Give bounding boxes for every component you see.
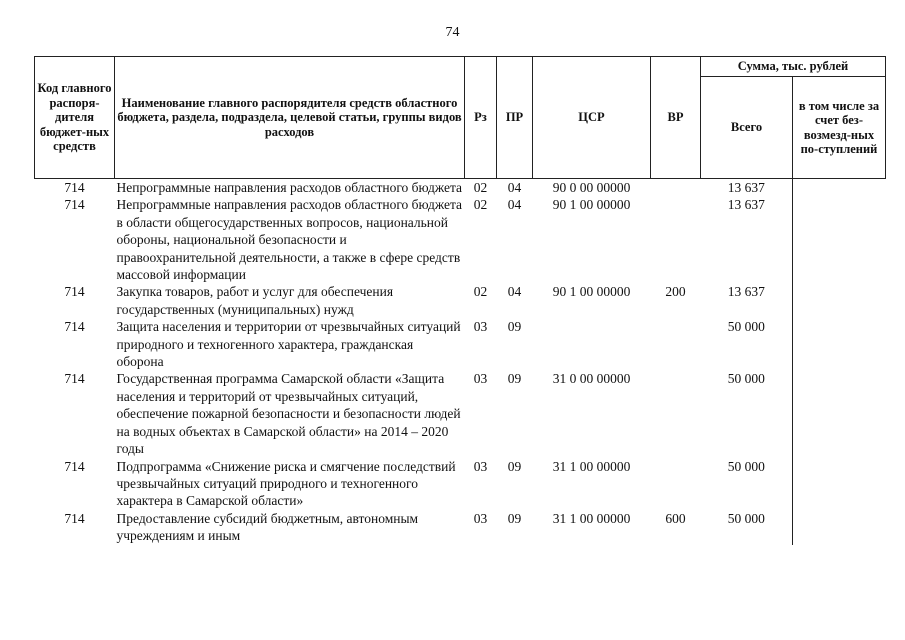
- cell-csr: 90 1 00 00000: [552, 197, 631, 213]
- cell-name: Защита населения и территории от чрезвычайных ситуаций природного и техногенного характера, гражданская оборона: [116, 319, 461, 370]
- cell-vr: 600: [665, 510, 686, 526]
- cell-csr: 31 1 00 00000: [552, 510, 631, 526]
- cell-name: Непрограммные направления расходов областного бюджета в области общегосударственных вопросов, национальной обороны, национальной безопасности и правоохранительной деятельности, а также в сфере средств массовой информации: [116, 197, 463, 283]
- cell-rz: 03: [473, 319, 488, 335]
- cell-name: Предоставление субсидий бюджетным, автономным учреждениям и иным: [116, 510, 419, 544]
- budget-table: [34, 56, 886, 545]
- cell-rz: 03: [473, 510, 488, 526]
- cell-code: 714: [64, 510, 85, 526]
- table-row: [35, 510, 886, 545]
- header-total: Всего: [701, 77, 793, 179]
- cell-vr: [651, 458, 701, 510]
- cell-pr: 09: [507, 510, 522, 526]
- cell-gratis: [793, 510, 886, 545]
- cell-pr: 04: [507, 284, 522, 300]
- cell-total: 13 637: [727, 180, 765, 195]
- cell-rz: 02: [473, 197, 488, 213]
- cell-total: 50 000: [727, 371, 765, 387]
- header-gratis: в том числе за счет без-возмезд-ных по-ступлений: [793, 77, 886, 179]
- header-pr: ПР: [497, 57, 533, 179]
- cell-name: Государственная программа Самарской области «Защита населения и территорий от чрезвычайных ситуаций, обеспечение пожарной безопасности и безопасности людей на водных объектах в Самарской области» на 2014 – 2020 годы: [116, 371, 461, 457]
- table-row: [35, 196, 886, 283]
- header-csr: ЦСР: [533, 57, 651, 179]
- cell-gratis: [793, 318, 886, 370]
- cell-gratis: [793, 196, 886, 283]
- cell-total: 13 637: [727, 197, 765, 213]
- cell-csr: [533, 318, 651, 370]
- cell-gratis: [793, 283, 886, 318]
- cell-pr: 09: [507, 458, 522, 474]
- cell-name: Закупка товаров, работ и услуг для обеспечения государственных (муниципальных) нужд: [116, 284, 394, 317]
- cell-vr: [651, 179, 701, 197]
- cell-code: 714: [64, 180, 85, 195]
- cell-pr: 04: [507, 180, 522, 195]
- cell-csr: 31 1 00 00000: [552, 458, 631, 474]
- cell-pr: 04: [507, 197, 522, 213]
- cell-vr: [651, 370, 701, 457]
- header-rz: Рз: [465, 57, 497, 179]
- cell-csr: 90 1 00 00000: [552, 284, 631, 300]
- cell-total: 50 000: [727, 510, 765, 526]
- table-row: [35, 370, 886, 457]
- header-sum-group: Сумма, тыс. рублей: [701, 57, 886, 77]
- cell-pr: 09: [507, 319, 522, 335]
- cell-vr: [651, 196, 701, 283]
- cell-csr: 90 0 00 00000: [552, 180, 631, 195]
- cell-pr: 09: [507, 371, 522, 387]
- table-row: [35, 179, 886, 197]
- cell-vr: [651, 318, 701, 370]
- cell-total: 50 000: [727, 319, 765, 335]
- table-row: [35, 318, 886, 370]
- cell-rz: 03: [473, 458, 488, 474]
- header-vr: ВР: [651, 57, 701, 179]
- cell-gratis: [793, 370, 886, 457]
- cell-vr: 200: [665, 284, 686, 300]
- cell-rz: 03: [473, 371, 488, 387]
- cell-rz: 02: [473, 180, 488, 195]
- cell-code: 714: [64, 319, 85, 335]
- cell-code: 714: [64, 458, 85, 474]
- header-code: Код главного распоря-дителя бюджет-ных средств: [35, 57, 115, 179]
- cell-code: 714: [64, 284, 85, 300]
- page-number: 74: [445, 25, 460, 40]
- cell-code: 714: [64, 197, 85, 213]
- cell-gratis: [793, 458, 886, 510]
- table-row: [35, 283, 886, 318]
- cell-name: Подпрограмма «Снижение риска и смягчение последствий чрезвычайных ситуаций природного и техногенного характера в Самарской области»: [116, 458, 456, 509]
- cell-total: 13 637: [727, 284, 765, 300]
- cell-gratis: [793, 179, 886, 197]
- table-row: [35, 458, 886, 510]
- cell-name: Непрограммные направления расходов областного бюджета: [116, 180, 463, 195]
- cell-total: 50 000: [727, 458, 765, 474]
- cell-csr: 31 0 00 00000: [552, 371, 631, 387]
- cell-code: 714: [64, 371, 85, 387]
- header-name: Наименование главного распорядителя средств областного бюджета, раздела, подраздела, целевой статьи, группы видов расходов: [115, 57, 465, 179]
- cell-rz: 02: [473, 284, 488, 300]
